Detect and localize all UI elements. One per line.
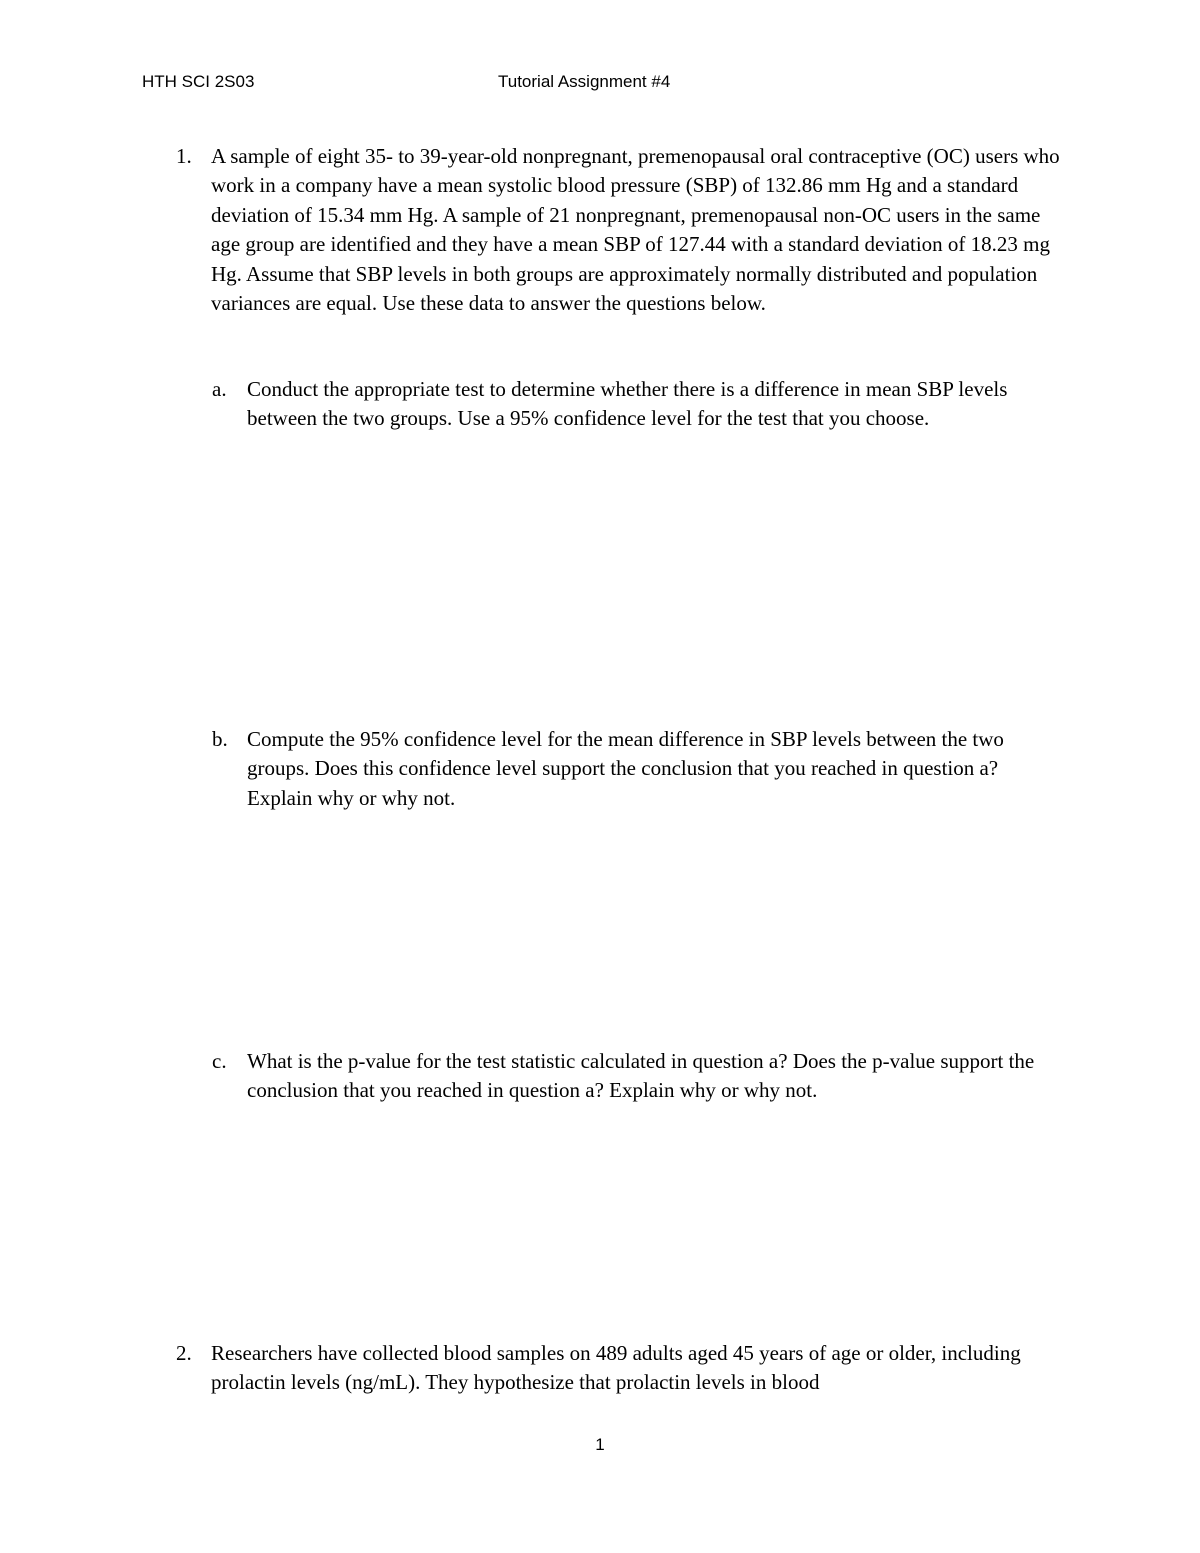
- part-text: Compute the 95% confidence level for the mean difference in SBP levels between the two groups. Does this confidence level support the conclusion that you reached in question a? Explain why or why not.: [247, 727, 1004, 810]
- question-text: Researchers have collected blood samples on 489 adults aged 45 years of age or older, including prolactin levels (ng/mL). They hypothesize that prolactin levels in blood: [211, 1341, 1021, 1395]
- course-code: HTH SCI 2S03: [142, 72, 255, 91]
- question-number: 2.: [176, 1341, 192, 1365]
- part-letter: b.: [212, 727, 228, 751]
- assignment-title: Tutorial Assignment #4: [498, 72, 671, 91]
- question-number: 1.: [176, 144, 192, 168]
- part-letter: a.: [212, 377, 227, 401]
- question-text: A sample of eight 35- to 39-year-old nonpregnant, premenopausal oral contraceptive (OC) users who work in a company have a mean systolic blood pressure (SBP) of 132.86 mm Hg and a standard deviation of 15.34 mm Hg. A sample of 21 nonpregnant, premenopausal non-OC users in the same age group are identified and they have a mean SBP of 127.44 with a standard deviation of 18.23 mg Hg. Assume that SBP levels in both groups are approximately normally distributed and population variances are equal. Use these data to answer the questions below.: [211, 144, 1060, 316]
- page-number: 1: [595, 1435, 605, 1454]
- part-text: What is the p-value for the test statistic calculated in question a? Does the p-value support the conclusion that you reached in question a? Explain why or why not.: [247, 1049, 1035, 1103]
- part-letter: c.: [212, 1049, 227, 1073]
- part-text: Conduct the appropriate test to determine whether there is a difference in mean SBP levels between the two groups. Use a 95% confidence level for the test that you choose.: [247, 377, 1008, 431]
- page-header: [0, 72, 1200, 100]
